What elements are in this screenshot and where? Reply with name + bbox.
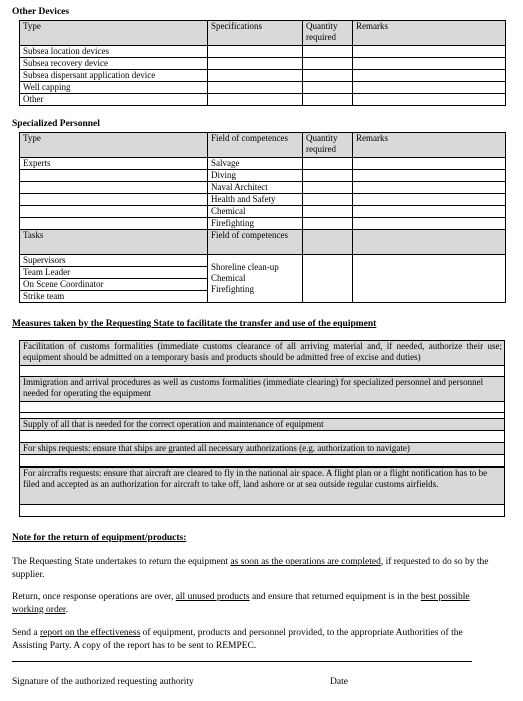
remarks-cell[interactable]	[353, 218, 506, 230]
col-header-field: Field of competences	[208, 133, 303, 158]
remarks-cell[interactable]	[353, 158, 506, 170]
type-cell	[20, 194, 208, 206]
col-header-type: Type	[20, 21, 208, 46]
tasks-label: Tasks	[20, 230, 208, 255]
spec-cell[interactable]	[208, 58, 303, 70]
remarks-cell[interactable]	[353, 46, 506, 58]
experts-label: Experts	[20, 158, 208, 170]
field-cell: Diving	[208, 170, 303, 182]
col-header-quantity: Quantity required	[303, 21, 353, 46]
date-label: Date	[330, 677, 348, 687]
measure-box-immigration	[19, 376, 505, 424]
device-type-cell: Subsea recovery device	[20, 58, 208, 70]
task-fields-cell	[208, 255, 303, 303]
remarks-cell[interactable]	[353, 94, 506, 106]
measure-text: Supply of all that is needed for the correct operation and maintenance of equipment	[20, 419, 505, 431]
field-cell: Naval Architect	[208, 182, 303, 194]
quantity-cell	[303, 230, 353, 255]
field-cell: Health and Safety	[208, 194, 303, 206]
measure-text: Facilitation of customs formalities (immediate customs clearance of all arriving material and, if needed, authorize their use; equipment should be admitted on a temporary basis and products should be admitted free of excise and duties)	[20, 341, 505, 366]
task-field: Firefighting	[211, 284, 254, 294]
field-cell: Chemical	[208, 206, 303, 218]
remarks-cell[interactable]	[353, 206, 506, 218]
measure-box-customs	[19, 340, 505, 378]
note-paragraph-return: The Requesting State undertakes to return the equipment as soon as the operations are completed, if requested to do so by the supplier.	[12, 557, 489, 580]
quantity-cell[interactable]	[303, 70, 353, 82]
remarks-cell[interactable]	[353, 255, 506, 303]
task-cell: On Scene Coordinator	[20, 279, 208, 291]
quantity-cell[interactable]	[303, 182, 353, 194]
quantity-cell[interactable]	[303, 206, 353, 218]
remarks-cell[interactable]	[353, 58, 506, 70]
measure-text: Immigration and arrival procedures as well as customs formalities (immediate clearing) for specialized personnel and personnel needed for operating the equipment	[20, 377, 505, 402]
tasks-field-header: Field of competences	[208, 230, 303, 255]
col-header-type: Type	[20, 133, 208, 158]
task-cell: Strike team	[20, 291, 208, 303]
remarks-cell[interactable]	[353, 170, 506, 182]
signature-line	[12, 661, 472, 662]
personnel-table	[19, 132, 506, 303]
type-cell	[20, 170, 208, 182]
quantity-cell[interactable]	[303, 46, 353, 58]
quantity-cell[interactable]	[303, 82, 353, 94]
measures-heading: Measures taken by the Requesting State to facilitate the transfer and use of the equipment	[12, 319, 377, 329]
col-header-specifications: Specifications	[208, 21, 303, 46]
quantity-cell[interactable]	[303, 158, 353, 170]
quantity-cell[interactable]	[303, 194, 353, 206]
remarks-cell[interactable]	[353, 194, 506, 206]
measure-answer[interactable]	[20, 431, 505, 443]
measure-answer[interactable]	[20, 455, 505, 467]
measure-box-supply	[19, 418, 505, 443]
col-header-remarks: Remarks	[353, 21, 506, 46]
device-type-cell: Well capping	[20, 82, 208, 94]
remarks-cell[interactable]	[353, 70, 506, 82]
measure-text: For aircrafts requests: ensure that aircraft are cleared to fly in the national air space. A flight plan or a flight notification has to be filed and accepted as an authorization for aircraft to take off, land ashore or at sea outside regular customs airfields.	[20, 468, 505, 505]
quantity-cell[interactable]	[303, 94, 353, 106]
note-heading: Note for the return of equipment/products:	[12, 533, 187, 543]
device-type-cell: Other	[20, 94, 208, 106]
other-devices-heading: Other Devices	[12, 7, 70, 17]
task-field: Shoreline clean-up	[211, 262, 279, 272]
remarks-cell[interactable]	[353, 182, 506, 194]
col-header-remarks: Remarks	[353, 133, 506, 158]
spec-cell[interactable]	[208, 70, 303, 82]
quantity-cell[interactable]	[303, 255, 353, 303]
other-devices-table	[19, 20, 506, 106]
spec-cell[interactable]	[208, 46, 303, 58]
note-paragraph-report: Send a report on the effectiveness of equipment, products and personnel provided, to the appropriate Authorities of the Assisting Party. A copy of the report has to be sent to REMPEC.	[12, 628, 463, 651]
field-cell: Salvage	[208, 158, 303, 170]
note-paragraph-unused: Return, once response operations are over, all unused products and ensure that returned equipment is in the best possible working order.	[12, 592, 470, 615]
type-cell	[20, 218, 208, 230]
measure-box-aircraft	[19, 467, 505, 517]
remarks-cell[interactable]	[353, 82, 506, 94]
col-header-quantity: Quantity required	[303, 133, 353, 158]
measure-answer[interactable]	[20, 402, 505, 413]
spec-cell[interactable]	[208, 82, 303, 94]
signature-label: Signature of the authorized requesting authority	[12, 677, 194, 687]
task-field: Chemical	[211, 273, 246, 283]
quantity-cell[interactable]	[303, 218, 353, 230]
type-cell	[20, 182, 208, 194]
field-cell: Firefighting	[208, 218, 303, 230]
remarks-cell	[353, 230, 506, 255]
device-type-cell: Subsea dispersant application device	[20, 70, 208, 82]
task-cell: Team Leader	[20, 267, 208, 279]
spec-cell[interactable]	[208, 94, 303, 106]
measure-text: For ships requests: ensure that ships are granted all necessary authorizations (e.g. authorization to navigate)	[20, 443, 505, 455]
device-type-cell: Subsea location devices	[20, 46, 208, 58]
quantity-cell[interactable]	[303, 58, 353, 70]
measure-box-ships	[19, 442, 505, 467]
quantity-cell[interactable]	[303, 170, 353, 182]
personnel-heading: Specialized Personnel	[12, 119, 100, 129]
task-cell: Supervisors	[20, 255, 208, 267]
measure-answer[interactable]	[20, 505, 505, 517]
type-cell	[20, 206, 208, 218]
